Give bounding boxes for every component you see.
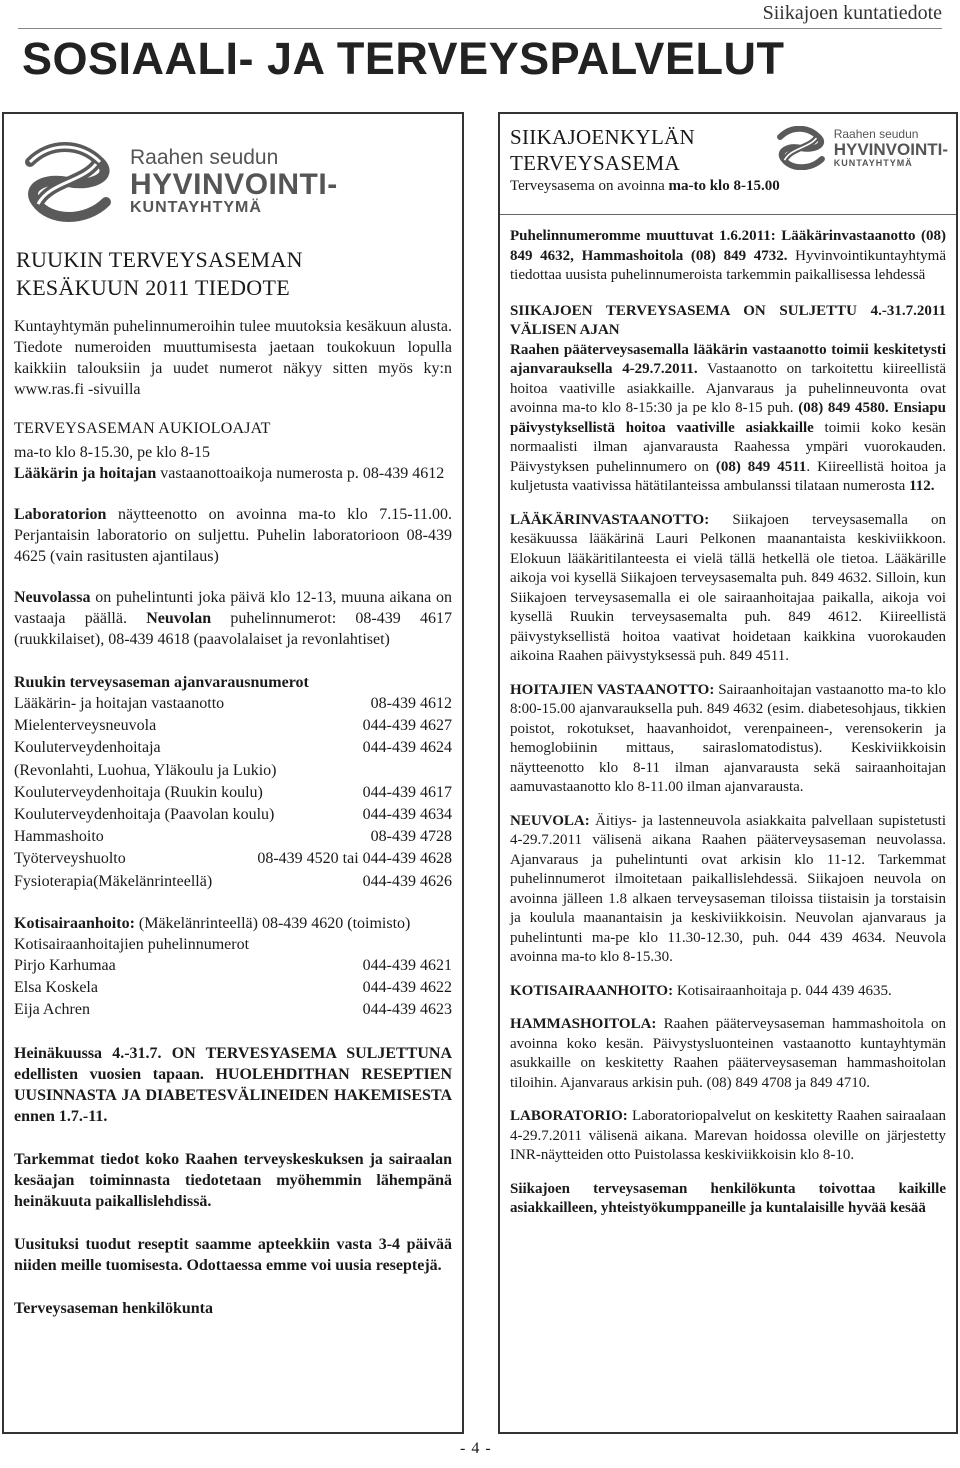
left-title [16,246,452,302]
phone-row-number: 044-439 4623 [362,1001,452,1019]
logo-small-line2: HYVINVOINTI- [833,139,948,159]
ruukki-notice-box [2,112,464,1434]
nurse-number-list [14,955,452,1022]
lab-text: Laboratorion näytteenotto on avoinna ma-to klo 7.15-11.00. Perjantaisin laboratorio on suljettu. Puhelin laboratorioon 08-439 4625 (vain rasitusten ajantilaus) [14,506,452,565]
phone-row-number: 044-439 4621 [362,956,452,974]
hours-text: ma-to klo 8-15.30, pe klo 8-15 [14,444,210,461]
right-title: SIIKAJOENKYLÄN TERVEYSASEMA [510,125,696,175]
prescription-text: Uusituksi tuodut reseptit saamme apteekkiin vasta 3-4 päivää niiden meille tuomisesta. Odottaessa emme voi uusia reseptejä. [14,1236,452,1275]
phone-row-name: Kouluterveydenhoitaja [14,739,161,757]
phone-row-name: Elsa Koskela [14,979,98,997]
siikajoki-notice-box [498,112,958,1434]
phone-row [14,737,452,759]
phone-row-name: Mielenterveysneuvola [14,717,157,735]
knot-logo-icon [20,142,116,222]
knot-logo-small-icon [774,126,828,170]
page-title: SOSIAALI- JA TERVEYSPALVELUT [22,33,785,84]
phone-row-name: Hammashoito [14,828,104,846]
laboratory-text: LABORATORIO: Laboratoriopalvelut on keskitetty Raahen sairaalaan 4-29.7.2011 välisenä aikana. Marevan hoidossa oleville on järjestetty INR-näytteiden otto Puistolassa keskiviikkoisin klo 8-10. [510,1108,946,1163]
publication-name: Siikajoen kuntatiedote [762,2,942,24]
maternity-clinic-text: NEUVOLA: Äitiys- ja lastenneuvola asiakkaita palvellaan supistetusti 4-29.7.2011 välisenä aikana Raahen pääterveysaseman neuvolassa. Ajanvaraus ja puhelintunti ovat arkisin klo 11-12. Tarkemmat puhelinnumerot ilmoitetaan paikallislehdessä. Siikajoen neuvola on avoinna jälleen 1.8 alkaen terveysaseman tiloissa tiistaisin ja torstaisin ja koulula maanantaisin ja keskiviikkoisin. Neuvolan ajanvaraus ja puhelintunti ma-pe klo 11.30-12.30, puh. 044 439 4634. Neuvola avoinna ma-to klo 8-15.30. [510,812,946,965]
appointment-text: Lääkärin ja hoitajan vastaanottoaikoja numerosta p. 08-439 4612 [14,465,445,482]
phone-row-number: 044-439 4626 [362,872,452,890]
left-signature: Terveysaseman henkilökunta [14,1300,213,1318]
more-info-text: Tarkemmat tiedot koko Raahen terveyskeskuksen ja sairaalan kesäajan toiminnasta tiedotetaan myöhemmin lähempänä heinäkuuta paikallislehdissä. [14,1151,452,1211]
phone-row [14,977,452,999]
right-header [510,124,946,204]
nurse-text: HOITAJIEN VASTAANOTTO: Sairaanhoitajan vastaanotto ma-to klo 8:00-15.00 ajanvarauksella puh. 849 4632 (esim. diabetesohjaus, tikkien poistot, rokotukset, haavanhoidot, verenpaineen-, verensokerin ja hemoglobiinin mittaus, sairaslomatodistus). Keskiviikkoisin näytteenotto klo 8-11 ilman ajanvarausta sekä sairaanhoitajan aamuvastaanotto klo 8-11.00 ilman ajanvarausta. [510,681,946,795]
phone-row [14,693,452,715]
phone-row [14,999,452,1021]
logo-line3: KUNTAYHTYMÄ [130,199,262,217]
phone-row-name: Työterveyshuolto [14,850,126,868]
phone-row-number: 044-439 4617 [362,783,452,801]
hours-heading: TERVEYSASEMAN AUKIOLOAJAT [14,420,271,437]
phone-row-number: 044-439 4634 [362,806,452,824]
logo-small-line3: KUNTAYHTYMÄ [833,157,913,168]
phone-number-list [14,693,452,893]
phone-row-name: Kouluterveydenhoitaja (Ruukin koulu) [14,783,263,801]
phone-row-number: 08-439 4612 [370,695,452,712]
phone-row-name: Lääkärin- ja hoitajan vastaanotto [14,695,225,712]
closing-greeting: Siikajoen terveysaseman henkilökunta toivottaa kaikille asiakkailleen, yhteistyökumppaneille ja kuntalaisille hyvää kesää [510,1180,946,1216]
home-care-text: Kotisairaanhoito: (Mäkelänrinteellä) 08-439 4620 (toimisto) [14,914,411,932]
logo-small-line1: Raahen seudun [833,127,919,142]
doctor-text: LÄÄKÄRINVASTAANOTTO: Siikajoen terveysasemalla on kesäkuussa lääkärinä Lauri Pelkonen maanantaista keskiviikkoon. Elokuun lääkäritilanteesta ei vielä tällä hetkellä ole tietoa. Lääkärille aikoja voi kysellä Siikajoen terveysasemalta puh. 849 4632. Silloin, kun Siikajoen terveysasemalla ei ole sairaanhoitajaa paikalla, aikoja voi kysellä Ruukin terveysasemalta puh. 849 4612. Kiireellistä päivystyksellistä hoitoa vaativat hoidetaan kaikkina vuorokauden aikoina Raahen päivystyksessä puh. 849 4511. [510,511,946,664]
phone-row [14,848,452,870]
numbers-heading: Ruukin terveysaseman ajanvarausnumerot [14,674,309,691]
phone-row [14,871,452,893]
header-rule [18,28,942,29]
phone-row [14,760,452,782]
phone-row-number: 044-439 4622 [362,979,452,997]
logo-line1: Raahen seudun [130,145,279,169]
intro-text: Kuntayhtymän puhelinnumeroihin tulee muutoksia kesäkuun alusta. Tiedote numeroiden muuttumisesta jaetaan toukokuun lopulla kaikkiin talouksiin ja uudet numerot näkyy sitten myös ky:n www.ras.fi -sivuilla [14,318,452,398]
phone-row-number: 08-439 4520 tai 044-439 4628 [257,850,452,868]
july-closure-text: Heinäkuussa 4.-31.7. ON TERVESYASEMA SULJETTUNA edellisten vuosien tapaan. HUOLEHDITHAN RESEPTIEN UUSINNASTA JA DIABETESVÄLINEIDEN HAKEMISESTA ennen 1.7.-11. [14,1045,452,1126]
home-care-subheading: Kotisairaanhoitajien puhelinnumerot [14,935,250,953]
page-number: - 4 - [460,1440,492,1457]
phone-row-number: 044-439 4627 [362,717,452,735]
right-header-rule [500,214,956,215]
home-nursing-text: KOTISAIRAANHOITO: Kotisairaanhoitaja p. 044 439 4635. [510,982,892,999]
phone-row-name: Fysioterapia(Mäkelänrinteellä) [14,872,213,890]
phone-row-name: Kouluterveydenhoitaja (Paavolan koulu) [14,806,275,824]
hyvinvointi-logo-small [774,126,948,170]
open-hours: Terveysasema on avoinna ma-to klo 8-15.00 [510,178,780,194]
neuvola-text: Neuvolassa on puhelintunti joka päivä klo 12-13, muuna aikana on vastaaja päällä. Neuvolan puhelinnumerot: 08-439 4617 (ruukkilaiset), 08-439 4618 (paavolalaiset ja revonlahtiset) [14,589,452,648]
phone-row [14,782,452,804]
left-title-line2: KESÄKUUN 2011 TIEDOTE [16,275,290,300]
phone-row-name: Pirjo Karhumaa [14,956,116,974]
phone-row [14,955,452,977]
phone-row [14,715,452,737]
dental-text: HAMMASHOITOLA: Raahen pääterveysaseman hammashoitola on avoinna koko kesän. Päivystysluonteinen vastaanotto kuntayhtymän asukkaille on keskitetty Raahen pääterveysaseman hammashoitolan tiloihin. Ajanvaraus arkisin puh. (08) 849 4708 ja 849 4710. [510,1016,946,1091]
hyvinvointi-logo [20,142,452,222]
logo-line2: HYVINVOINTI- [130,167,338,201]
phone-row [14,804,452,826]
phone-row-number: 08-439 4728 [370,828,452,846]
phone-row [14,826,452,848]
left-title-line1: RUUKIN TERVEYSASEMAN [16,247,303,272]
phone-row-name: Eija Achren [14,1001,90,1019]
phone-change-text: Puhelinnumeromme muuttuvat 1.6.2011: Lääkärinvastaanotto (08) 849 4632, Hammashoitola (08) 849 4732. Hyvinvointikuntayhtymä tiedottaa uusista puhelinnumeroista tarkemmin paikallisessa lehdessä [510,228,946,283]
phone-row-number: 044-439 4624 [362,739,452,757]
phone-row-name: (Revonlahti, Luohua, Yläkoulu ja Lukio) [14,761,277,779]
closure-text: SIIKAJOEN TERVEYSASEMA ON SULJETTU 4.-31.7.2011 VÄLISEN AJAN Raahen pääterveysasemalla lääkärin vastaanotto toimii keskitetysti ajanvarauksella 4-29.7.2011. Vastaanotto on tarkoitettu kiireellistä hoitoa vaativille asiakkaille. Ajanvaraus ja puhelinneuvonta ovat avoinna ma-to klo 8-15:30 ja pe klo 8-15 puh. (08) 849 4580. Ensiapu päivystyksellistä hoitoa vaativille asiakkaille toimii koko kesän normaalisti ilman ajanvarausta Raahessa ympäri vuorokauden. Päivystyksen puhelinnumero on (08) 849 4511. Kiireellistä hoitoa ja kuljetusta vaativissa hätätilanteissa ambulanssi tilataan numerosta 112. [510,302,946,494]
